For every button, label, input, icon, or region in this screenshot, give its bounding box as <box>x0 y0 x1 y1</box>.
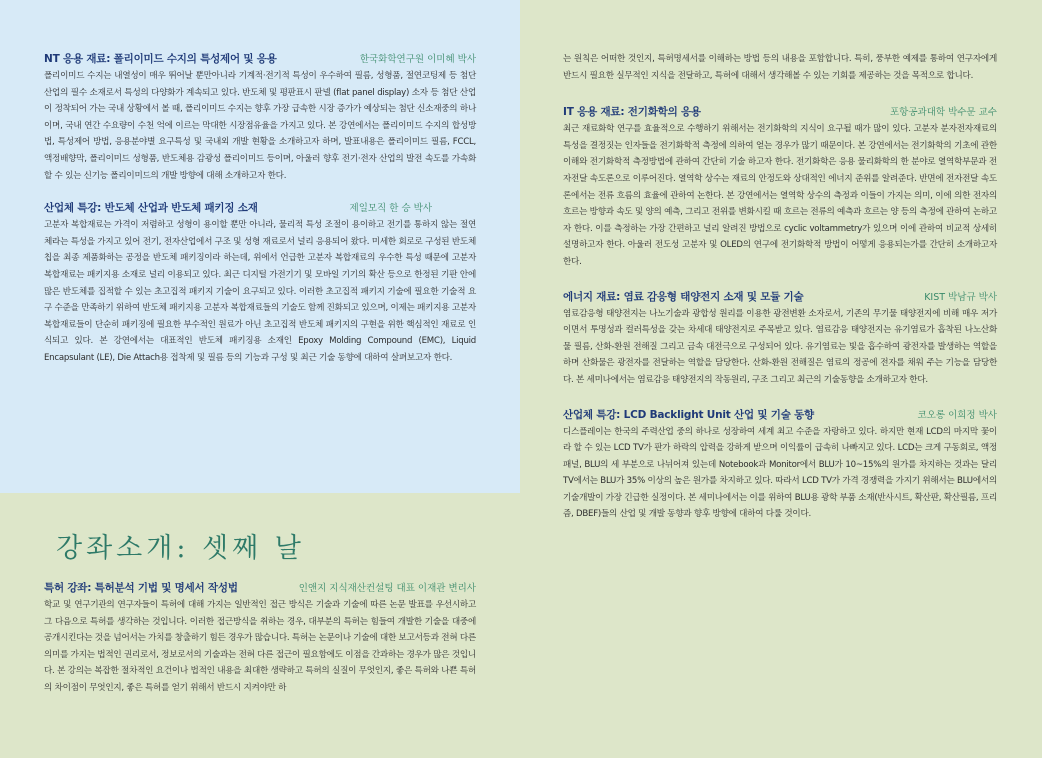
lecture-semiconductor-packaging <box>44 200 476 366</box>
section-author: 한국화학연구원 이미혜 박사 <box>359 54 476 65</box>
section-body: 고분자 복합재료는 가격이 저렴하고 성형이 용이할 뿐만 아니라, 물리적 특성 조절이 용이하고 전기를 통하지 않는 절연체라는 특성을 가지고 있어 전기, 전자산업에서 구조 및 성형 재료로서 널리 응용되어 왔다. 미세한 회로로 구성된 반도체 칩을 최종 제품화하는 공정을 반도체 패키징이라 하는데, 위에서 언급한 고분자 복합재료의 우수한 특성 때문에 고분자 복합재료는 패키지용 소재로 널리 이용되고 있다. 최근 디지털 가전기기 및 모바일 기기의 확산 등으로 한정된 기판 안에 많은 반도체를 집적할 수 있는 초고집적 패키지 기술이 요구되고 있다. 이러한 초고집적 패키지 기술에 필요한 기술적 요구 수준을 만족하기 위하여 반도체 패키지용 고분자 복합재료들의 기술도 함께 진화되고 있으며, 이제는 패키지용 고분자 복합재료들이 단순히 패키징에 필요한 부수적인 원료가 아닌 초고집적 반도체 패키지의 구현을 위한 핵심적인 재료로 인식되고 있다. 본 강연에서는 대표적인 반도체 패키징용 소재인 Epoxy Molding Compound (EMC), Liquid Encapsulant (LE), Die Attach용 접착제 및 필름 등의 기능과 구성 및 최근 기술 동향에 대하여 살펴보고자 한다. <box>44 220 476 363</box>
right-column <box>563 51 997 537</box>
section-author: 코오롱 이희정 박사 <box>917 409 997 421</box>
section-header <box>563 407 997 422</box>
section-title: NT 응용 재료: 폴리이미드 수지의 특성제어 및 응용 <box>44 53 277 65</box>
lecture-lcd-backlight <box>563 407 997 524</box>
section-body: 폴리이미드 수지는 내열성이 매우 뛰어날 뿐만아니라 기계적·전기적 특성이 우수하여 필름, 성형품, 절연코팅제 등 첨단 산업의 필수 소재로서 특성의 다양화가 계속되고 있다. 반도체 및 평판표시 판넬 (flat panel display) 소자 등 첨단 산업이 정착되어 가는 국내 상황에서 볼 때, 폴리이미드 수지는 향후 가장 급속한 시장 증가가 예상되는 첨단 신소재중의 하나이며, 국내 연간 수요량이 수천 억에 이르는 막대한 시장점유율을 가지고 있다. 본 강연에서는 폴리이미드 수지의 합성방법, 특성제어 방법, 응용분야별 요구특성 및 국내외 개발 현황을 소개하고자 하며, 발표내용은 폴리이미드 필름, FCCL, 액정배향막, 폴리이미드 성형품, 반도체용 감광성 폴리이미드 등이며, 아울러 향후 전기·전자 산업의 발전 속도를 가속화 할 수 있는 신기능 폴리이미드의 개발 방향에 대해 소개하고자 한다. <box>44 71 476 181</box>
section-body: 학교 및 연구기관의 연구자들이 특허에 대해 가지는 일반적인 접근 방식은 기술과 기술에 따른 논문 발표를 우선시하고 그 다음으로 특허를 생각하는 것입니다. 이러한 접근방식을 취하는 경우, 대부분의 특허는 힘들여 개발한 기술을 대중에 공개시킨다는 것을 넘어서는 가치를 창출하기 힘든 경우가 많습니다. 특허는 논문이나 기술에 대한 보고서등과 전혀 다른 의미를 가지는 법적인 권리로서, 정보로서의 기술과는 전혀 다른 접근이 필요함에도 이점을 간과하는 경우가 많은 것입니다. 본 강의는 복잡한 절차적인 요건이나 법적인 내용을 최대한 생략하고 특허의 실질이 무엇인지, 좋은 특허와 나쁜 특허의 차이점이 무엇인지, 좋은 특허를 얻기 위해서 반드시 지켜야만 하 <box>44 600 476 693</box>
section-header <box>44 580 476 595</box>
section-header <box>44 51 476 66</box>
section-title: 특허 강좌: 특허분석 기법 및 명세서 작성법 <box>44 582 238 594</box>
lecture-solar-cell <box>563 289 997 389</box>
section-body: 최근 재료화학 연구를 효율적으로 수행하기 위해서는 전기화학의 지식이 요구될 때가 많이 있다. 고분자 분자전자재료의 특성을 결정짓는 인자들을 전기화학적 측정에 의하여 얻는 경우가 많기 때문이다. 본 강연에서는 전기화학의 기초에 관한 이해와 전기화학적 측정방법에 관하여 간단히 기술 하고자 한다. 전기화학은 응용 물리화학의 한 분야로 열역학부문과 전자전달 속도론으로 이루어진다. 열역학 상수는 재료의 안정도와 상대적인 에너지 준위를 알려준다. 반면에 전자전달 속도론에서는 전류 흐름의 효율에 관하여 논한다. 본 강연에서는 열역학 상수의 측정과 이들이 가지는 의미, 이에 의한 전자의 흐르는 방향과 속도 및 양의 예측, 그리고 전위를 변화시킬 때 흐르는 전류의 예측과 흐르는 양 등의 측정에 관하여 논하고자 한다. 이를 측정하는 가장 간편하고 널리 알려진 방법으로 cyclic voltammetry가 있으며 이에 관하여 비교적 상세히 설명하고자 한다. 아울러 전도성 고분자 및 OLED의 연구에 전기화학적 방법이 어떻게 응용되는가를 간단히 소개하고자 한다. <box>563 124 997 267</box>
section-header <box>563 104 997 119</box>
section-body: 염료감응형 태양전지는 나노기술과 광합성 원리를 이용한 광전변환 소자로서, 기존의 무기물 태양전지에 비해 매우 저가이면서 투명성과 컬러특성을 갖는 차세대 태양전지로 주목받고 있다. 염료감응 태양전지는 유기염료가 흡착된 나노산화물 필름, 산화-환원 전해질 그리고 금속 대전극으로 구성되어 있다. 유기염료는 빛을 흡수하여 광전자를 발생하는 역할을 하며 산화물은 광전자를 전달하는 역할을 담당한다. 산화-환원 전해질은 염료의 정공에 전자를 채워 주는 기능을 담당한다. 본 세미나에서는 염료감응 태양전지의 작동원리, 구조 그리고 최근의 기술동향을 소개하고자 한다. <box>563 308 997 385</box>
page-heading: 강좌소개: 셋째 날 <box>56 533 305 564</box>
left-column-bottom <box>44 580 476 711</box>
section-author: KIST 박남규 박사 <box>924 291 997 303</box>
section-title: 산업체 특강: 반도체 산업과 반도체 패키징 소재 <box>44 202 258 215</box>
section-author: 인앤지 지식재산컨설팅 대표 이재관 변리사 <box>298 583 476 594</box>
continued-text: 는 원칙은 어떠한 것인지, 특허명세서를 이해하는 방법 등의 내용을 포함합니다. 특히, 풍부한 예제를 통하여 연구자에게 반드시 필요한 실무적인 지식을 전달하고, 특허에 대해서 생각해볼 수 있는 기회를 제공하는 것을 목적으로 합니다. <box>563 54 997 81</box>
section-title: 산업체 특강: LCD Backlight Unit 산업 및 기술 동향 <box>563 408 814 421</box>
section-header <box>44 200 476 215</box>
lecture-polyimide <box>44 51 476 184</box>
section-header <box>563 289 997 304</box>
section-author: 포항공과대학 박수문 교수 <box>890 107 997 119</box>
section-title: 에너지 재료: 염료 감응형 태양전지 소재 및 모듈 기술 <box>563 290 804 303</box>
section-title: IT 응용 재료: 전기화학의 응용 <box>563 106 701 119</box>
section-author: 제일모직 한 승 박사 <box>349 203 432 215</box>
lecture-electrochemistry <box>563 104 997 270</box>
left-column-top <box>44 51 476 381</box>
lecture-patent <box>44 580 476 697</box>
section-body: 디스플레이는 한국의 주력산업 중의 하나로 성장하여 세계 최고 수준을 자랑하고 있다. 하지만 현재 LCD의 마지막 꽃이라 할 수 있는 LCD TV가 판가 하락의 압력을 강하게 받으며 이익률이 급속히 나빠지고 있다. LCD는 크게 구동회로, 액정 패널, BLU의 세 부분으로 나뉘어져 있는데 Notebook과 Monitor에서 BLU가 10~15%의 원가를 차지하는 것과는 달리 TV에서는 BLU가 35% 이상의 높은 원가를 차지하고 있다. 따라서 LCD TV가 가격 경쟁력을 가지기 위해서는 BLU에서의 기술개발이 가장 긴급한 실정이다. 본 세미나에서는 이를 위하여 BLU용 광학 부품 소재(반사시트, 확산판, 확산필름, 프리즘, DBEF)들의 산업 및 개발 동향과 향후 방향에 대하여 다룰 것이다. <box>563 426 997 520</box>
